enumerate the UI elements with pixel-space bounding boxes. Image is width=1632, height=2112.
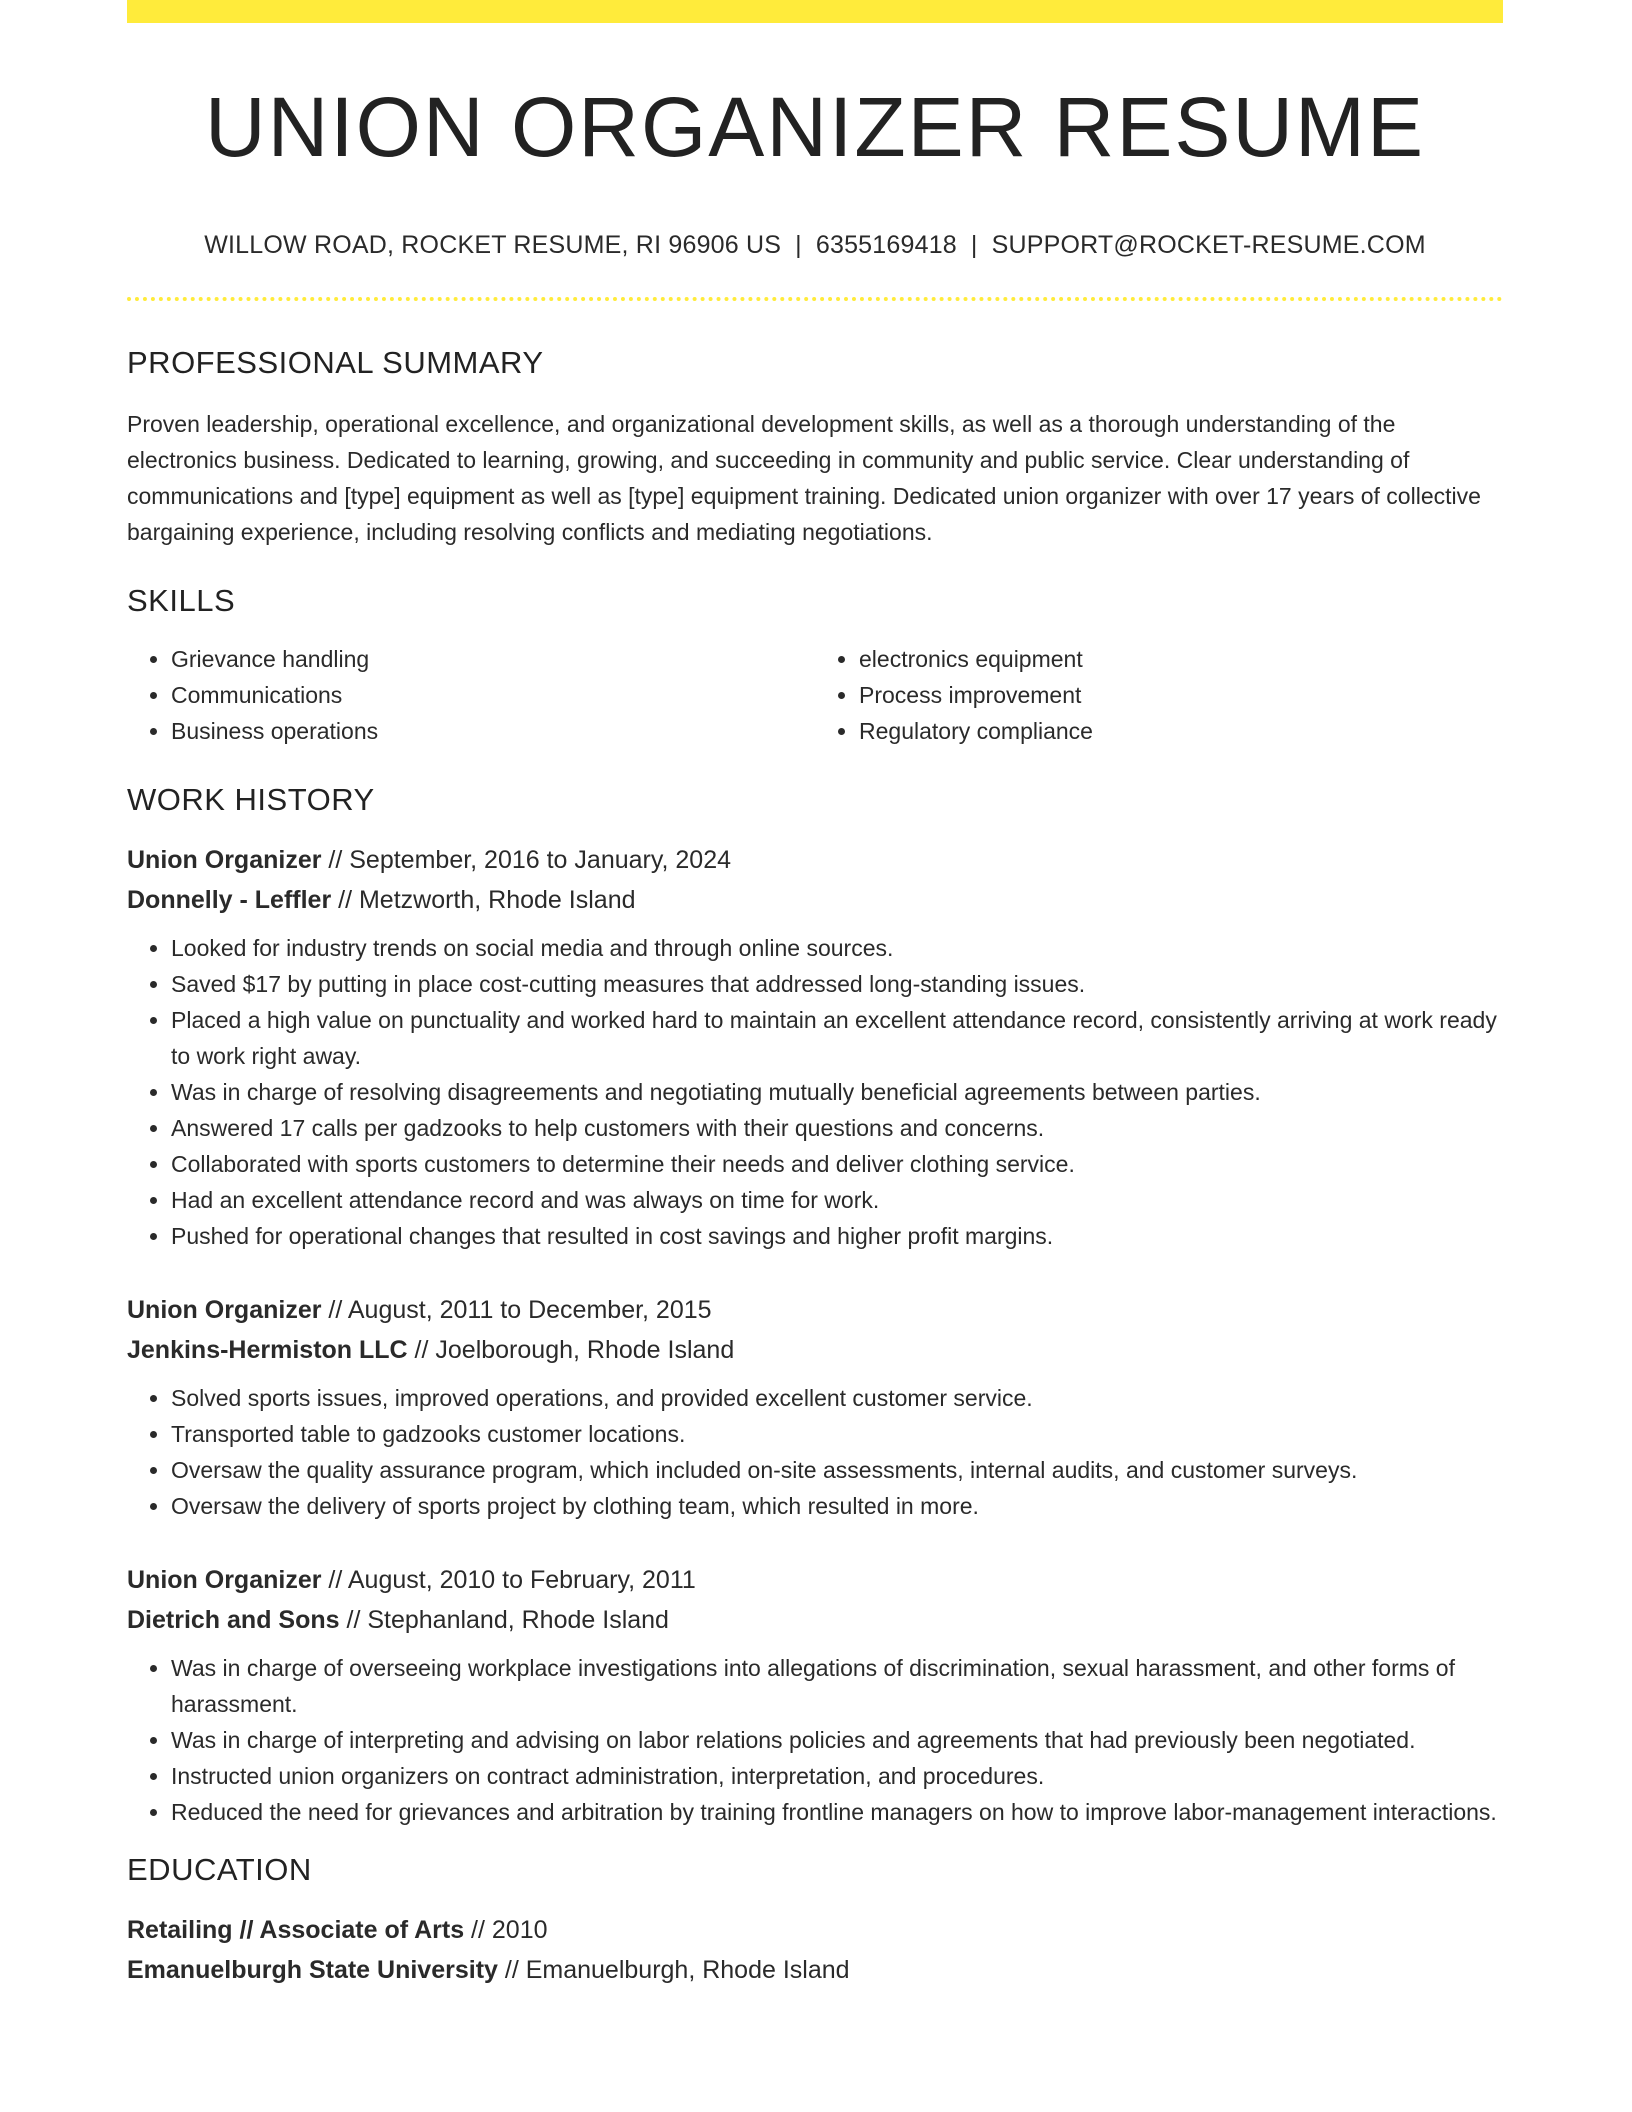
contact-email: SUPPORT@ROCKET-RESUME.COM <box>991 231 1426 259</box>
job-title-line <box>127 840 1503 880</box>
education-degree: Retailing // Associate of Arts <box>127 1916 465 1944</box>
job-entry <box>127 1560 1503 1830</box>
job-title: Union Organizer <box>127 846 322 874</box>
job-location: // Joelborough, Rhode Island <box>407 1336 735 1364</box>
contact-separator: | <box>970 231 978 259</box>
section-heading-summary: PROFESSIONAL SUMMARY <box>127 345 544 380</box>
job-bullet: • Pushed for operational changes that resulted in cost savings and higher profit margins. <box>171 1218 1503 1254</box>
job-bullet: • Oversaw the delivery of sports project by clothing team, which resulted in more. <box>171 1488 1503 1524</box>
education-degree-line <box>127 1910 1503 1950</box>
summary-text: Proven leadership, operational excellence, and organizational development skills, as well as a thorough understanding of the electronics business. Dedicated to learning, growing, and succeeding in community and public service. Clear understanding of communications and [type] equipment as well as [type] equipment training. Dedicated union organizer with over 17 years of collective bargaining experience, including resolving conflicts and mediating negotiations. <box>127 411 1481 545</box>
section-heading-education: EDUCATION <box>127 1852 312 1887</box>
education-school-line <box>127 1950 1503 1990</box>
job-title: Union Organizer <box>127 1566 322 1594</box>
education-school: Emanuelburgh State University <box>127 1956 498 1984</box>
contact-line <box>127 231 1503 260</box>
education-year: // 2010 <box>464 1916 548 1944</box>
section-heading-skills: SKILLS <box>127 583 236 618</box>
job-dates: // August, 2011 to December, 2015 <box>321 1296 712 1324</box>
contact-separator: | <box>795 231 802 259</box>
job-bullet: • Was in charge of resolving disagreements and negotiating mutually beneficial agreements between parties. <box>171 1074 1503 1110</box>
contact-phone: 6355169418 <box>815 231 957 259</box>
job-location: // Stephanland, Rhode Island <box>339 1606 669 1634</box>
section-heading-work-history: WORK HISTORY <box>127 782 375 817</box>
job-entry <box>127 1290 1503 1524</box>
job-bullet: • Reduced the need for grievances and arbitration by training frontline managers on how to improve labor-management interactions. <box>171 1794 1503 1830</box>
job-bullet: • Saved $17 by putting in place cost-cutting measures that addressed long-standing issues. <box>171 966 1503 1002</box>
skills-column-left <box>127 641 815 749</box>
education-location: // Emanuelburgh, Rhode Island <box>497 1956 850 1984</box>
job-bullet: • Looked for industry trends on social media and through online sources. <box>171 930 1503 966</box>
job-dates: // August, 2010 to February, 2011 <box>321 1566 696 1594</box>
job-entry <box>127 840 1503 1254</box>
job-bullet: • Was in charge of overseeing workplace investigations into allegations of discrimination, sexual harassment, and other forms of harassment. <box>171 1650 1503 1722</box>
job-bullet: • Placed a high value on punctuality and worked hard to maintain an excellent attendance record, consistently arriving at work ready to work right away. <box>171 1002 1503 1074</box>
job-bullet: • Was in charge of interpreting and advising on labor relations policies and agreements that had previously been negotiated. <box>171 1722 1503 1758</box>
skill-item: • Business operations <box>171 713 815 749</box>
resume-page <box>127 0 1503 1990</box>
work-history-section <box>127 782 1503 1830</box>
skill-item: • Grievance handling <box>171 641 815 677</box>
contact-address: WILLOW ROAD, ROCKET RESUME, RI 96906 US <box>204 231 782 259</box>
job-bullet: • Solved sports issues, improved operations, and provided excellent customer service. <box>171 1380 1503 1416</box>
job-company-line <box>127 1330 1503 1370</box>
skills-section <box>127 583 1503 749</box>
professional-summary-section <box>127 345 1503 550</box>
job-company: Dietrich and Sons <box>127 1606 340 1634</box>
job-bullet: • Instructed union organizers on contract administration, interpretation, and procedures. <box>171 1758 1503 1794</box>
job-bullet: • Transported table to gadzooks customer locations. <box>171 1416 1503 1452</box>
resume-title: UNION ORGANIZER RESUME <box>204 80 1426 174</box>
skill-item: • Process improvement <box>859 677 1503 713</box>
skill-item: • electronics equipment <box>859 641 1503 677</box>
job-bullets <box>127 930 1503 1254</box>
job-company-line <box>127 1600 1503 1640</box>
job-bullet: • Had an excellent attendance record and was always on time for work. <box>171 1182 1503 1218</box>
job-bullets <box>127 1650 1503 1830</box>
education-section <box>127 1852 1503 1990</box>
job-title: Union Organizer <box>127 1296 322 1324</box>
skill-item: • Regulatory compliance <box>859 713 1503 749</box>
job-location: // Metzworth, Rhode Island <box>331 886 636 914</box>
job-bullet: • Collaborated with sports customers to determine their needs and deliver clothing service. <box>171 1146 1503 1182</box>
job-company: Jenkins-Hermiston LLC <box>127 1336 408 1364</box>
job-company-line <box>127 880 1503 920</box>
skill-item: • Communications <box>171 677 815 713</box>
top-accent-bar <box>127 0 1503 23</box>
job-bullets <box>127 1380 1503 1524</box>
job-title-line <box>127 1560 1503 1600</box>
job-bullet: • Oversaw the quality assurance program, which included on-site assessments, internal audits, and customer surveys. <box>171 1452 1503 1488</box>
job-company: Donnelly - Leffler <box>127 886 332 914</box>
education-entry <box>127 1910 1503 1990</box>
skills-grid <box>127 641 1503 749</box>
job-title-line <box>127 1290 1503 1330</box>
job-dates: // September, 2016 to January, 2024 <box>321 846 732 874</box>
dotted-divider <box>127 297 1503 301</box>
skills-column-right <box>815 641 1503 749</box>
job-bullet: • Answered 17 calls per gadzooks to help customers with their questions and concerns. <box>171 1110 1503 1146</box>
